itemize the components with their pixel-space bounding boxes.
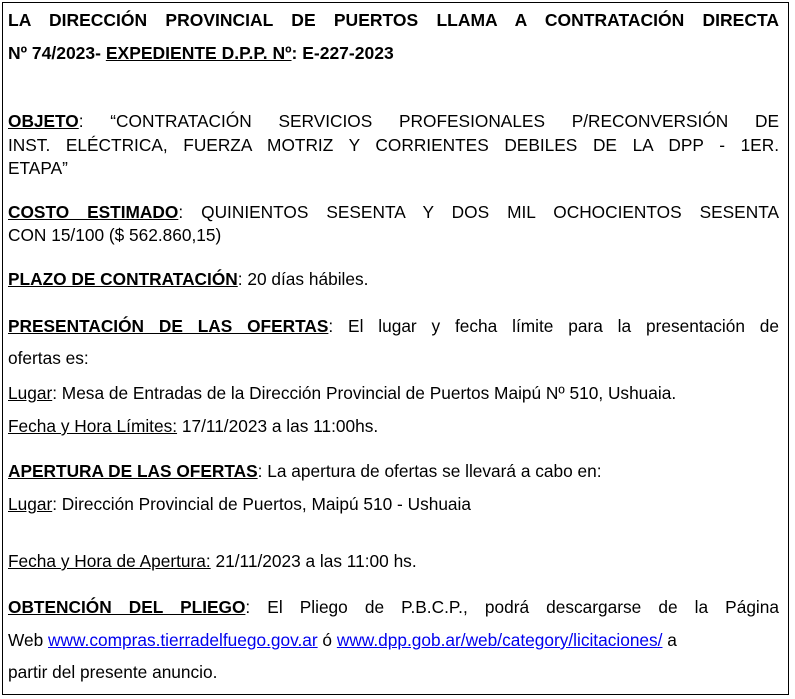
- presentacion-line-2: [8, 346, 779, 370]
- presentacion-fecha: [8, 414, 779, 438]
- obtencion-a-text: a: [662, 630, 677, 650]
- header-line-2: [8, 38, 779, 68]
- presentacion-lugar-label: Lugar: [8, 383, 53, 403]
- presentacion-lugar: [8, 381, 779, 405]
- compras-link[interactable]: www.compras.tierradelfuego.gov.ar: [48, 630, 318, 650]
- apertura-fecha: [8, 549, 779, 573]
- plazo-line: [8, 267, 779, 291]
- apertura-label: APERTURA DE LAS OFERTAS: [8, 461, 258, 481]
- costo-label: COSTO ESTIMADO: [8, 202, 179, 222]
- plazo-label: PLAZO DE CONTRATACIÓN: [8, 269, 238, 289]
- presentacion-label: PRESENTACIÓN DE LAS OFERTAS: [8, 316, 329, 336]
- contract-number: Nº 74/2023-: [8, 43, 106, 63]
- obtencion-text-3: partir del presente anuncio.: [8, 662, 218, 682]
- expediente-value: : E-227-2023: [291, 43, 394, 63]
- apertura-lugar: [8, 492, 779, 516]
- header-title: LA DIRECCIÓN PROVINCIAL DE PUERTOS LLAMA A CONTRATACIÓN DIRECTA: [8, 10, 779, 30]
- dpp-licitaciones-link[interactable]: www.dpp.gob.ar/web/category/licitaciones/: [336, 630, 663, 650]
- apertura-fecha-label: Fecha y Hora de Apertura:: [8, 551, 211, 571]
- costo-line-1: [8, 200, 779, 224]
- objeto-text-3: ETAPA”: [8, 158, 68, 178]
- obtencion-line-3: [8, 660, 779, 684]
- presentacion-fecha-label: Fecha y Hora Límites:: [8, 416, 178, 436]
- costo-text-2: CON 15/100 ($ 562.860,15): [8, 225, 222, 245]
- plazo-value: : 20 días hábiles.: [237, 269, 369, 289]
- presentacion-lugar-value: : Mesa de Entradas de la Dirección Provincial de Puertos Maipú Nº 510, Ushuaia.: [52, 383, 677, 403]
- obtencion-or-text: ó: [317, 630, 337, 650]
- presentacion-line-1: [8, 314, 779, 338]
- objeto-text-1: : “CONTRATACIÓN SERVICIOS PROFESIONALES P/RECONVERSIÓN DE: [78, 111, 779, 131]
- objeto-line-2: [8, 133, 779, 157]
- header-line-1: [8, 5, 779, 35]
- objeto-line-3: [8, 156, 779, 180]
- obtencion-line-1: [8, 595, 779, 619]
- notice-box: [2, 2, 789, 695]
- objeto-label: OBJETO: [8, 111, 79, 131]
- apertura-line-1: [8, 459, 779, 483]
- objeto-text-2: INST. ELÉCTRICA, FUERZA MOTRIZ Y CORRIENTES DEBILES DE LA DPP - 1ER.: [8, 135, 779, 155]
- apertura-lugar-label: Lugar: [8, 494, 53, 514]
- costo-text-1: : QUINIENTOS SESENTA Y DOS MIL OCHOCIENTOS SESENTA: [178, 202, 779, 222]
- costo-line-2: [8, 223, 779, 247]
- apertura-lugar-value: : Dirección Provincial de Puertos, Maipú 510 - Ushuaia: [52, 494, 471, 514]
- obtencion-web-text: Web: [8, 630, 49, 650]
- obtencion-label: OBTENCIÓN DEL PLIEGO: [8, 597, 246, 617]
- presentacion-text-2: ofertas es:: [8, 348, 89, 368]
- expediente-label: EXPEDIENTE D.P.P. Nº: [105, 43, 292, 63]
- apertura-fecha-value: 21/11/2023 a las 11:00 hs.: [210, 551, 417, 571]
- apertura-text-1: : La apertura de ofertas se llevará a cabo en:: [257, 461, 602, 481]
- obtencion-text-1: : El Pliego de P.B.C.P., podrá descargarse de la Página: [245, 597, 779, 617]
- obtencion-line-2: [8, 628, 779, 652]
- presentacion-text-1: : El lugar y fecha límite para la presentación de: [328, 316, 779, 336]
- objeto-line-1: [8, 109, 779, 133]
- presentacion-fecha-value: 17/11/2023 a las 11:00hs.: [177, 416, 379, 436]
